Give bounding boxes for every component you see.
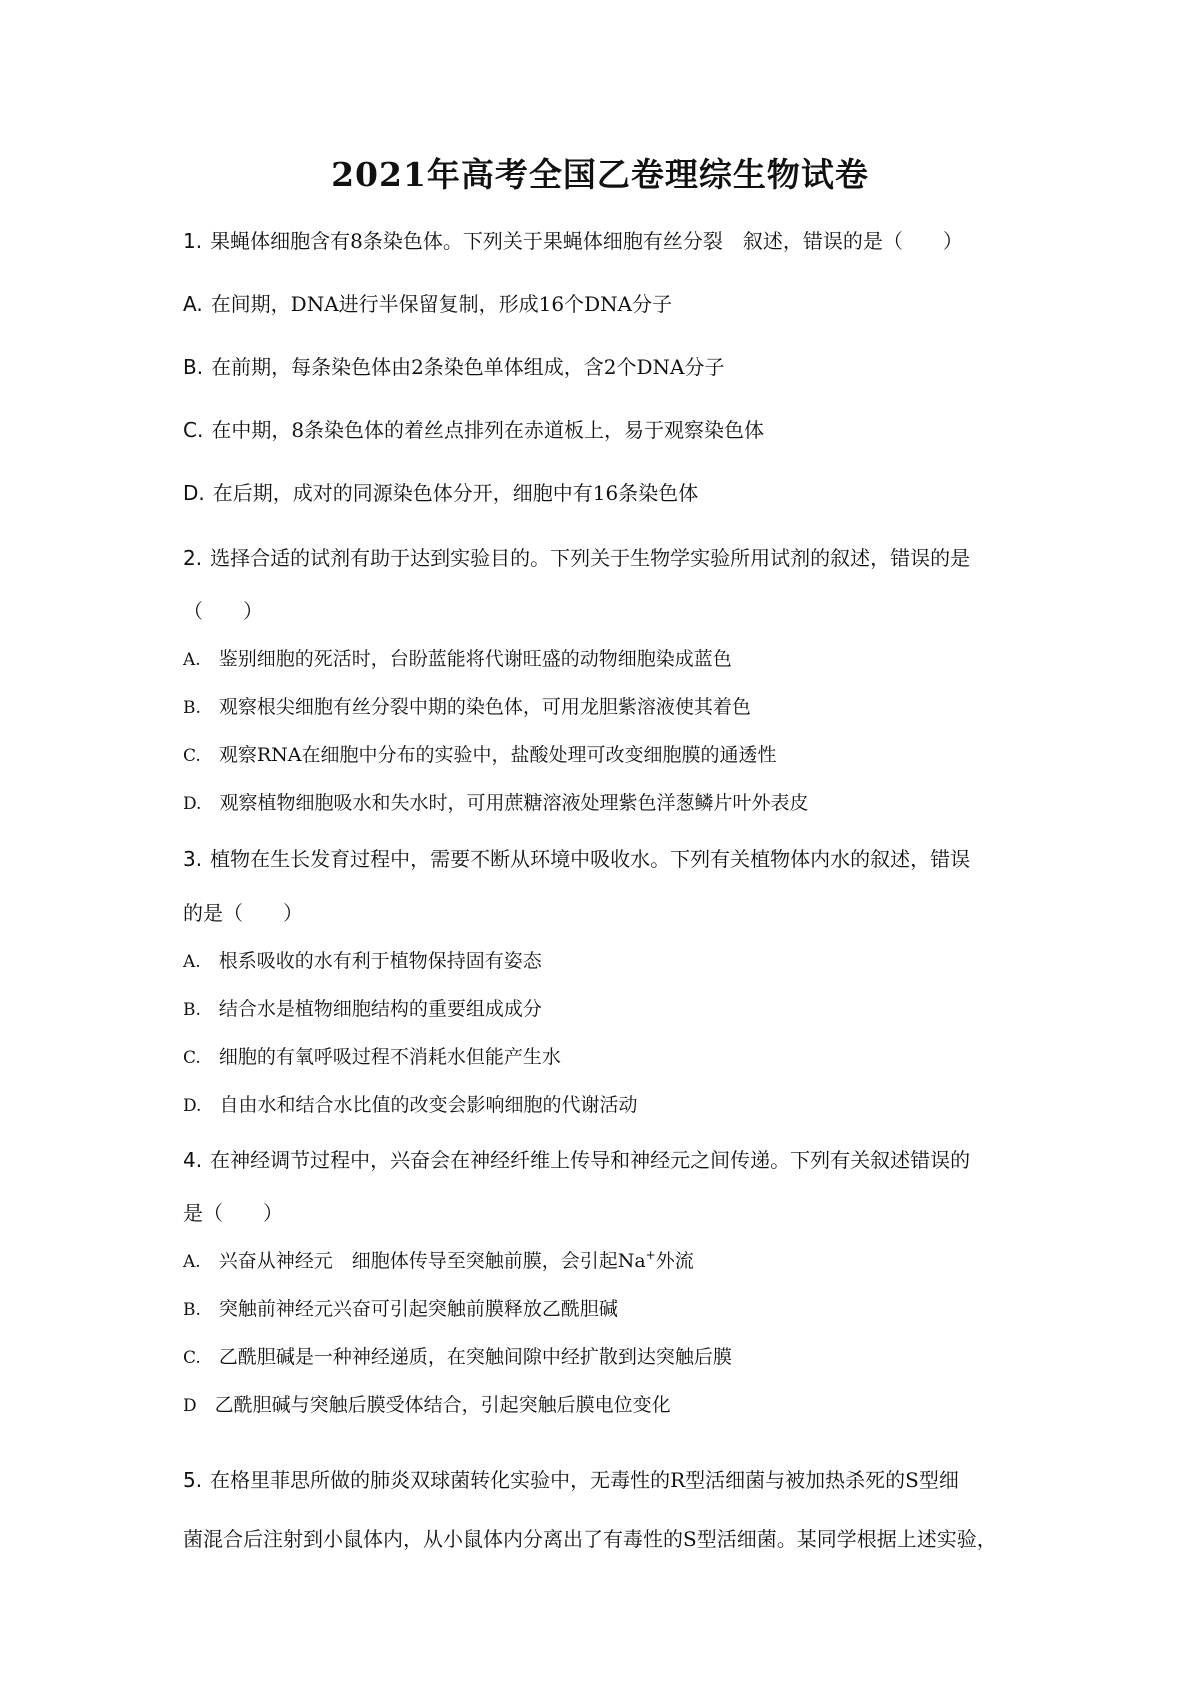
option-text: 细胞的有氧呼吸过程不消耗水但能产生水 <box>218 1046 561 1068</box>
option-text: 鉴别细胞的死活时，台盼蓝能将代谢旺盛的动物细胞染成蓝色 <box>218 648 732 670</box>
option-text: 突触前神经元兴奋可引起突触前膜释放乙酰胆碱 <box>218 1298 618 1320</box>
option-label: D <box>183 1396 197 1416</box>
question-5-stem <box>183 1466 959 1494</box>
question-text: 在神经调节过程中，兴奋会在神经纤维上传导和神经元之间传递。下列有关叙述错误的 <box>210 1148 971 1172</box>
option-label: D. <box>183 1096 202 1116</box>
option-text: 在间期，DNA进行半保留复制，形成16个DNA分子 <box>210 292 673 316</box>
question-4-stem-continued: 是（ ） <box>183 1201 283 1225</box>
page-title: 2021年高考全国乙卷理综生物试卷 <box>331 155 869 194</box>
question-2-option-c <box>183 741 776 770</box>
question-2-stem-continued: （ ） <box>183 599 263 623</box>
option-text-tail: 外流 <box>655 1250 694 1272</box>
option-text: 在前期，每条染色体由2条染色单体组成，含2个DNA分子 <box>211 355 725 379</box>
question-1-option-d <box>183 479 698 507</box>
option-label: A. <box>183 292 203 316</box>
question-3-stem-continued: 的是（ ） <box>183 901 303 925</box>
question-3-option-b <box>183 995 542 1024</box>
option-label: B. <box>183 355 204 379</box>
question-2-option-d <box>183 789 808 818</box>
question-2-option-b <box>183 693 751 722</box>
option-text: 观察RNA在细胞中分布的实验中，盐酸处理可改变细胞膜的通透性 <box>218 744 777 766</box>
question-5-stem-continued: 菌混合后注射到小鼠体内，从小鼠体内分离出了有毒性的S型活细菌。某同学根据上述实验， <box>183 1527 997 1551</box>
question-3-option-d <box>183 1091 637 1120</box>
superscript-plus: + <box>645 1248 656 1262</box>
question-1-stem <box>183 227 963 255</box>
option-label: C. <box>183 746 201 766</box>
question-text: 植物在生长发育过程中，需要不断从环境中吸收水。下列有关植物体内水的叙述，错误 <box>210 847 971 871</box>
option-label: B. <box>183 1000 201 1020</box>
option-text: 乙酰胆碱与突触后膜受体结合，引起突触后膜电位变化 <box>214 1394 671 1416</box>
option-label: D. <box>183 481 205 505</box>
question-4-option-c <box>183 1343 732 1372</box>
question-text: 果蝇体细胞含有8条染色体。下列关于果蝇体细胞有丝分裂 叙述，错误的是（ ） <box>210 229 963 253</box>
question-1-option-b <box>183 353 725 381</box>
option-text: 观察根尖细胞有丝分裂中期的染色体，可用龙胆紫溶液使其着色 <box>218 696 751 718</box>
option-label: C. <box>183 418 204 442</box>
option-label: C. <box>183 1348 201 1368</box>
option-label: A. <box>183 952 201 972</box>
option-label: B. <box>183 698 201 718</box>
question-4-option-b <box>183 1295 618 1324</box>
question-number: 3. <box>183 847 203 871</box>
question-number: 4. <box>183 1148 203 1172</box>
option-label: A. <box>183 650 201 670</box>
option-label: C. <box>183 1048 201 1068</box>
question-3-option-a <box>183 947 542 976</box>
question-4-option-d <box>183 1391 671 1420</box>
question-1-option-a <box>183 290 672 318</box>
question-number: 2. <box>183 546 203 570</box>
question-3-stem <box>183 845 970 873</box>
question-number: 1. <box>183 229 203 253</box>
option-text: 乙酰胆碱是一种神经递质，在突触间隙中经扩散到达突触后膜 <box>218 1346 732 1368</box>
option-label: B. <box>183 1300 201 1320</box>
option-text: 兴奋从神经元 细胞体传导至突触前膜，会引起Na <box>218 1250 646 1272</box>
option-text: 结合水是植物细胞结构的重要组成成分 <box>218 998 542 1020</box>
question-1-option-c <box>183 416 764 444</box>
question-4-stem <box>183 1146 970 1174</box>
option-text: 根系吸收的水有利于植物保持固有姿态 <box>218 950 542 972</box>
option-text: 在中期，8条染色体的着丝点排列在赤道板上，易于观察染色体 <box>211 418 765 442</box>
option-label: A. <box>183 1252 201 1272</box>
question-number: 5. <box>183 1468 203 1492</box>
option-text: 自由水和结合水比值的改变会影响细胞的代谢活动 <box>219 1094 638 1116</box>
question-4-option-a <box>183 1247 694 1276</box>
option-text: 观察植物细胞吸水和失水时，可用蔗糖溶液处理紫色洋葱鳞片叶外表皮 <box>219 792 809 814</box>
question-text: 选择合适的试剂有助于达到实验目的。下列关于生物学实验所用试剂的叙述，错误的是 <box>210 546 971 570</box>
question-2-stem <box>183 544 970 572</box>
question-text: 在格里菲思所做的肺炎双球菌转化实验中，无毒性的R型活细菌与被加热杀死的S型细 <box>210 1468 959 1492</box>
question-3-option-c <box>183 1043 561 1072</box>
option-label: D. <box>183 794 202 814</box>
question-2-option-a <box>183 645 732 674</box>
option-text: 在后期，成对的同源染色体分开，细胞中有16条染色体 <box>212 481 699 505</box>
